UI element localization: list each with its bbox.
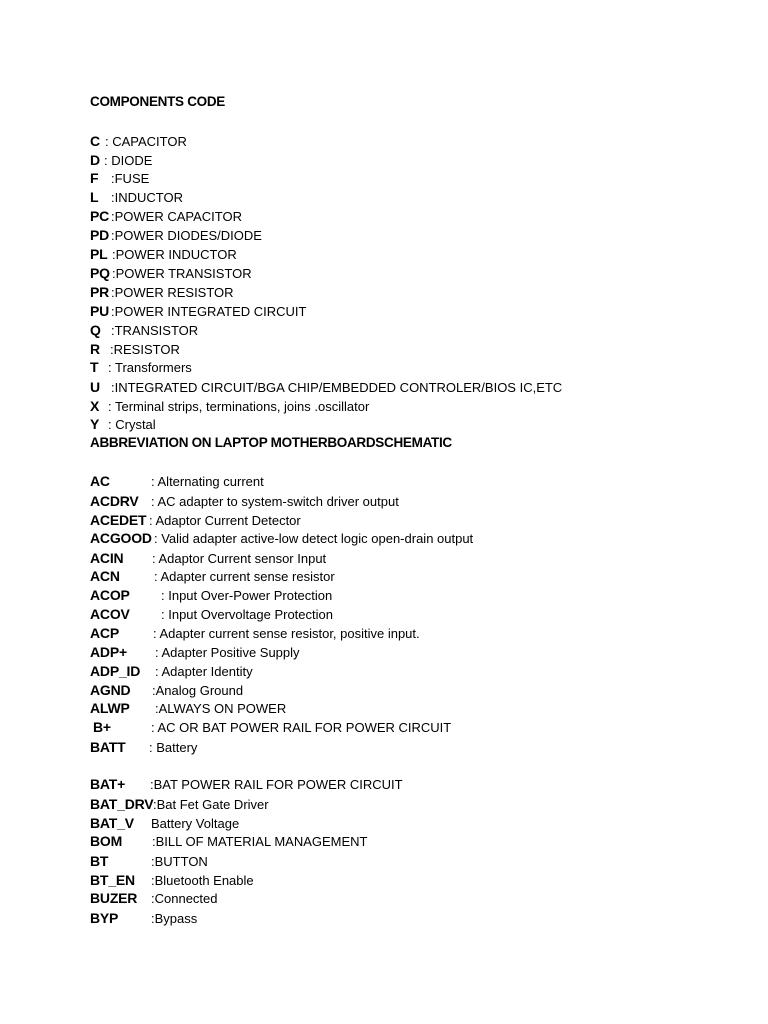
abbreviation-code: BAT+ [90,776,126,792]
component-code: PR [90,284,110,300]
abbreviation-description: : Alternating current [151,474,264,489]
component-description: : CAPACITOR [105,134,187,149]
abbreviation-code: BYP [90,910,119,926]
component-code: F [90,170,99,186]
abbreviation-code: ACIN [90,550,124,566]
component-description: : Crystal [108,417,156,432]
component-code: R [90,341,100,357]
abbreviation-code: AGND [90,682,131,698]
abbreviation-heading: ABBREVIATION ON LAPTOP MOTHERBOARDSCHEMATIC [90,435,452,450]
component-description: :POWER TRANSISTOR [112,266,252,281]
abbreviation-description: : Adaptor Current sensor Input [152,551,327,566]
abbreviation-code: ACOV [90,606,130,622]
abbreviation-description: : AC OR BAT POWER RAIL FOR POWER CIRCUIT [151,720,452,735]
abbreviation-description: : Adaptor Current Detector [149,513,301,528]
abbreviation-description: :BILL OF MATERIAL MANAGEMENT [152,834,368,849]
abbreviation-description: :Bluetooth Enable [151,873,254,888]
abbreviation-code: B+ [93,719,111,735]
abbreviation-code: BT [90,853,109,869]
abbreviation-description: :ALWAYS ON POWER [155,701,287,716]
abbreviation-code: ALWP [90,700,130,716]
abbreviation-description: :BUTTON [151,854,208,869]
abbreviation-description: : Adapter current sense resistor, positive input. [153,626,420,641]
component-description: :POWER INTEGRATED CIRCUIT [111,304,307,319]
component-description: :POWER CAPACITOR [111,209,242,224]
component-description: :FUSE [111,171,150,186]
abbreviation-description: : Adapter current sense resistor [154,569,335,584]
component-description: :POWER DIODES/DIODE [111,228,262,243]
abbreviation-code: BT_EN [90,872,135,888]
abbreviation-code: ADP+ [90,644,127,660]
abbreviation-description: :BAT POWER RAIL FOR POWER CIRCUIT [150,777,403,792]
abbreviation-code: ACP [90,625,119,641]
component-description: : Terminal strips, terminations, joins .oscillator [108,399,370,414]
abbreviation-description: : Valid adapter active-low detect logic open-drain output [154,531,474,546]
component-description: : DIODE [104,153,153,168]
abbreviation-code: ADP_ID [90,663,141,679]
abbreviation-description: : Adapter Positive Supply [155,645,300,660]
abbreviation-code: ACEDET [90,512,147,528]
component-code: T [90,359,99,375]
component-code: C [90,133,100,149]
component-code: L [90,189,99,205]
component-code: U [90,379,100,395]
component-description: :POWER INDUCTOR [112,247,237,262]
abbreviation-description: :Bat Fet Gate Driver [153,797,269,812]
component-code: PU [90,303,110,319]
component-code: PC [90,208,110,224]
abbreviation-description: Battery Voltage [151,816,240,831]
abbreviation-code: AC [90,473,110,489]
component-code: D [90,152,100,168]
abbreviation-description: : Input Over-Power Protection [161,588,333,603]
component-description: :INDUCTOR [111,190,183,205]
component-description: :INTEGRATED CIRCUIT/BGA CHIP/EMBEDDED CONTROLER/BIOS IC,ETC [111,380,563,395]
abbreviation-code: BAT_DRV [90,796,154,812]
abbreviation-description: : Input Overvoltage Protection [161,607,333,622]
abbreviation-code: ACN [90,568,120,584]
abbreviation-code: BOM [90,833,123,849]
component-description: :TRANSISTOR [111,323,199,338]
abbreviation-description: : Adapter Identity [155,664,253,679]
abbreviation-code: ACGOOD [90,530,152,546]
component-code: PL [90,246,108,262]
abbreviation-code: ACDRV [90,493,139,509]
component-code: X [90,398,100,414]
component-description: :RESISTOR [110,342,180,357]
components-code-heading: COMPONENTS CODE [90,94,226,109]
component-code: Q [90,322,101,338]
abbreviation-code: BATT [90,739,126,755]
abbreviation-code: BAT_V [90,815,134,831]
component-description: : Transformers [108,360,192,375]
abbreviation-code: BUZER [90,890,138,906]
component-code: Y [90,416,100,432]
abbreviation-description: :Connected [151,891,218,906]
component-description: :POWER RESISTOR [111,285,234,300]
component-code: PD [90,227,110,243]
abbreviation-description: :Analog Ground [152,683,244,698]
abbreviation-description: : AC adapter to system-switch driver output [151,494,399,509]
abbreviation-description: :Bypass [151,911,198,926]
abbreviation-code: ACOP [90,587,130,603]
component-code: PQ [90,265,110,281]
abbreviation-description: : Battery [149,740,198,755]
